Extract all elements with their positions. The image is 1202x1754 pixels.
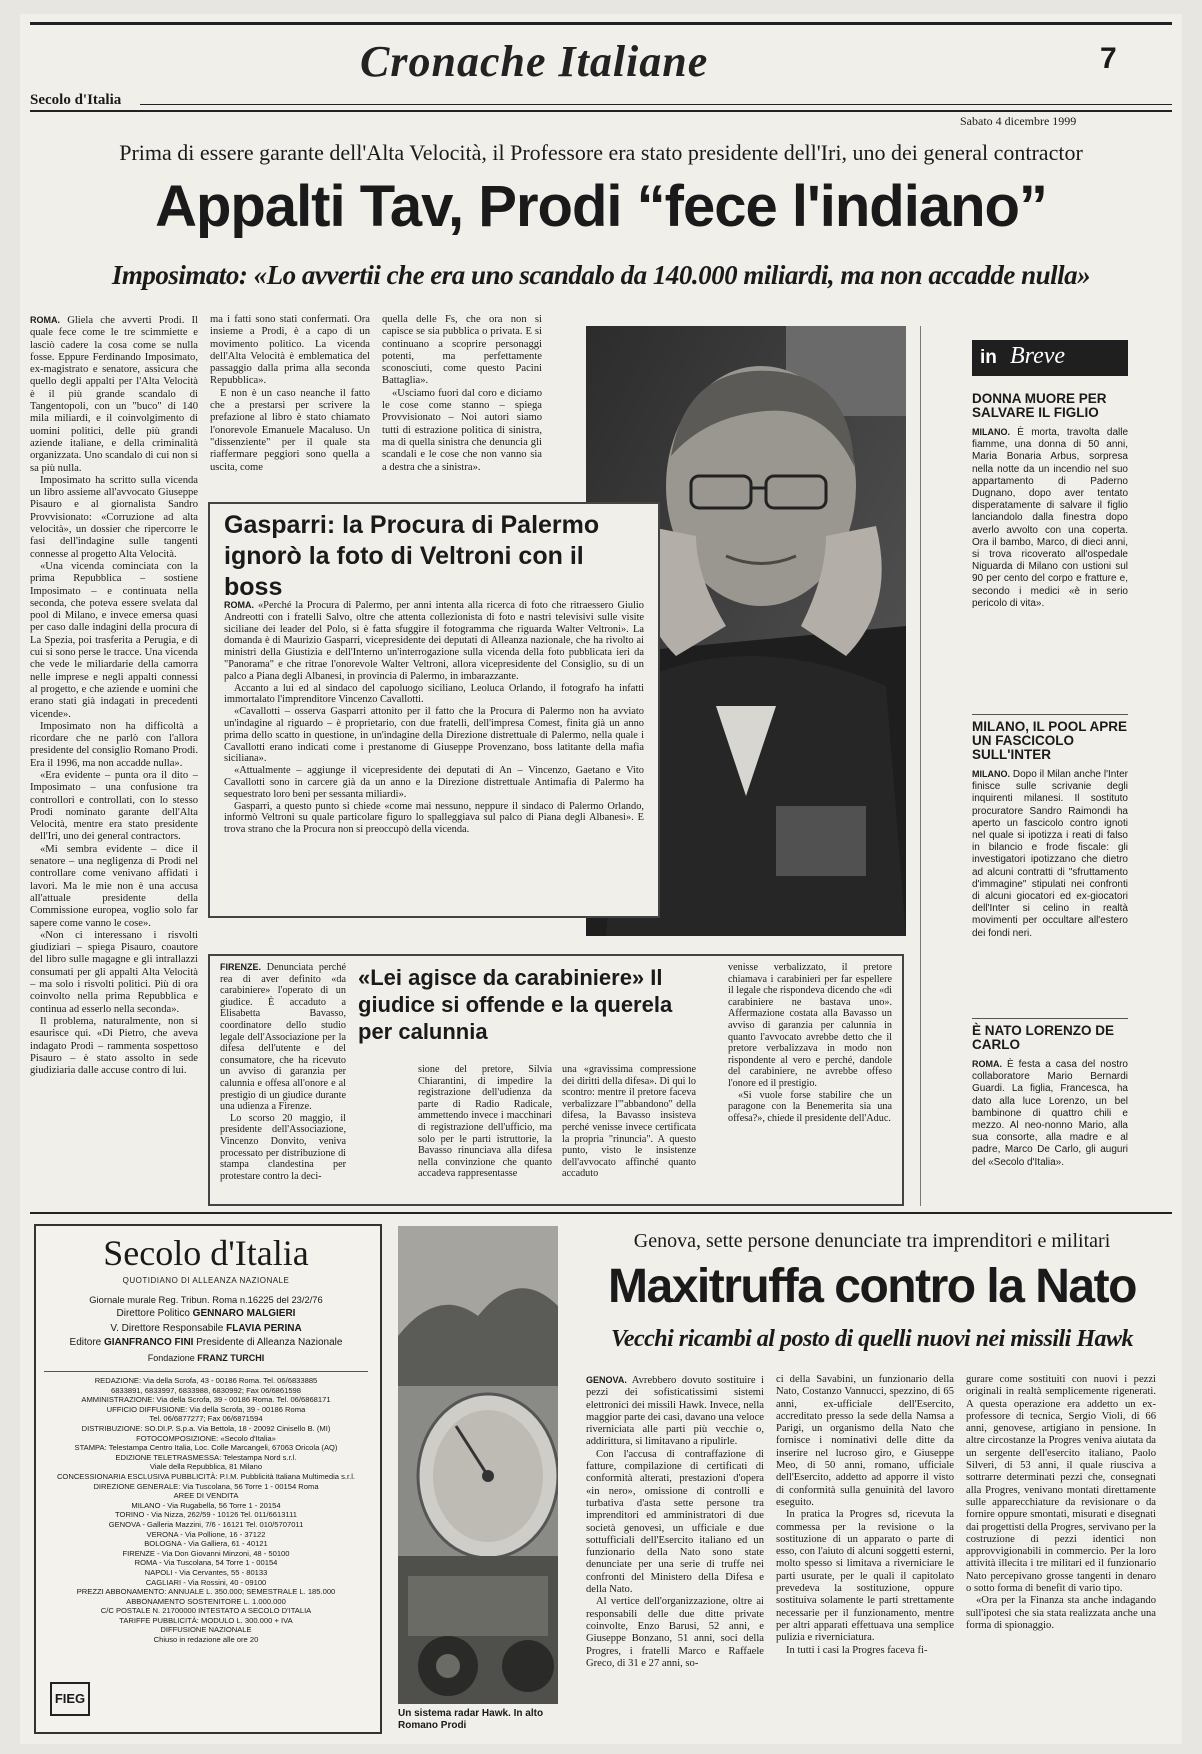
carabiniere-col-2	[418, 1064, 552, 1196]
in-breve-banner	[972, 340, 1128, 376]
carabiniere-col-4	[728, 962, 892, 1196]
gasparri-headline: Gasparri: la Procura di Palermo ignorò la foto di Veltroni con il boss	[224, 511, 600, 601]
gasparri-p: Accanto a lui ed al sindaco del capoluogo siciliano, Leoluca Orlando, il fotografo ha infatti immortalato l'imprenditore Vincenzo Cavallotti.	[224, 682, 644, 706]
masthead-info-line: GENOVA - Galleria Mazzini, 7/6 - 16121 Tel. 010/5707011	[108, 1519, 304, 1529]
nato-p: GENOVA. Avrebbero dovuto sostituire i pezzi dei sofisticatissimi sistemi elettronici dei missili Hawk. Invece, nella maggior parte dei casi, davano una veloce riverniciata alle parti più vecchie o, addirittura, si limitavano a ripulirle.	[586, 1375, 764, 1448]
carabiniere-p: FIRENZE. Denunciata perché rea di aver definito «da carabiniere» l'operato di un giudice. È accaduto a Elisabetta Bavasso, coordinatore dello studio legale dell'Associazione per la difesa dell'utente e del consumatore, che ha ricevuto un avviso di garanzia per calunnia e offesa all'onore e al prestigio di un giudice durante una udienza a Firenze.	[220, 962, 346, 1113]
masthead-info-line: CONCESSIONARIA ESCLUSIVA PUBBLICITÀ: P.I.M. Pubblicità Italiana Multimedia s.r.l.	[56, 1471, 356, 1481]
header-mid-rule	[140, 104, 1172, 105]
bottom-section-rule	[30, 1212, 1172, 1214]
masthead-info-line: Chiuso in redazione alle ore 20	[153, 1635, 259, 1645]
nato-col-2	[776, 1374, 954, 1734]
gasparri-dateline: ROMA.	[224, 600, 254, 610]
nato-col-3	[966, 1374, 1156, 1734]
in-breve-label-breve: Breve	[1010, 343, 1066, 369]
nato-col-1	[586, 1374, 764, 1734]
masthead-info-line: EDIZIONE TELETRASMESSA: Telestampa Nord s.r.l.	[115, 1452, 297, 1462]
masthead-info-line: TARIFFE PUBBLICITÀ: MODULO L. 300.000 + IVA	[119, 1615, 293, 1625]
carabiniere-col-3	[562, 1064, 696, 1196]
lead-col3-p: «Usciamo fuori dal coro e diciamo le cose come stanno – spiega Provvisionato – Noi autori siamo tutti di estrazione politica di sinistra, ma di quella sinistra che denuncia gli scandali e le cose che non vanno sia a destra che a sinistra».	[382, 387, 542, 473]
masthead-subtitle: QUOTIDIANO DI ALLEANZA NAZIONALE	[122, 1276, 290, 1285]
masthead-foundation-row: Fondazione FRANZ TURCHI	[147, 1352, 265, 1363]
brevi-item-3	[972, 1024, 1128, 1216]
masthead-info-line: Viale della Repubblica, 81 Milano	[149, 1462, 263, 1472]
radar-image	[398, 1226, 558, 1704]
lead-col1-p: Imposimato ha scritto sulla vicenda un libro assieme all'avvocato Giuseppe Pisauro e al giornalista Sandro Provvisionato: «Corruzione ad alta velocità», un dossier che ripercorre le fasi dell'indagine sulle tangenti connesse al progetto Alta Velocità.	[30, 474, 198, 560]
carabiniere-col-1	[220, 962, 346, 1196]
lead-subhead: Imposimato: «Lo avvertii che era uno scandalo da 140.000 miliardi, ma non accadde nulla»	[111, 260, 1091, 290]
nato-p: «Ora per la Finanza sta anche indagando sull'ipotesi che sia stata realizzata anche una forma di spionaggio.	[966, 1595, 1156, 1631]
carabiniere-p: sione del pretore, Silvia Chiarantini, di impedire la registrazione dell'udienza da parte di Radio Radicale, ammettendo invece i macchinari di registrazione dell'ufficio, ma solo per le parti istruttorie, la Bavasso rinunciava alla difesa nella convinzione che quanto accadeva rappresentasse	[418, 1064, 552, 1180]
brevi-item-text: ROMA. È festa a casa del nostro collaboratore Mario Bernardi Guardi. La figlia, Francesca, ha dato alla luce Lorenzo, un bel bambinone di quattro chili e mezzo. Al neo-nonno Mario, alla sua consorte, alla madre e al padre, Marco De Carlo, gli auguri del «Secolo d'Italia».	[972, 1059, 1128, 1168]
fieg-logo: FIEG	[50, 1682, 90, 1716]
section-title	[360, 36, 820, 100]
masthead-info-line: AREE DI VENDITA	[173, 1491, 239, 1501]
lead-col1-p: «Era evidente – punta ora il dito – Imposimato – una confusione tra controllori e controllati, con lo stesso Prodi nominato garante dell'Alta Velocità, mentre era stato presidente dell'Iri, uno dei general contractors.	[30, 769, 198, 843]
nato-subhead: Vecchi ricambi al posto di quelli nuovi nei missili Hawk	[610, 1326, 1134, 1352]
masthead-info-line: Tel. 06/6877277; Fax 06/6871594	[149, 1414, 263, 1424]
masthead-info-line: C/C POSTALE N. 21700000 INTESTATO A SECOLO D'ITALIA	[100, 1606, 312, 1616]
gasparri-p: Gasparri, a questo punto si chiede «come mai nessuno, neppure il sindaco di Palermo Orlando, informò Veltroni su quale particolare figuro lo spalleggiava sul palco di Piana degli Albanesi». E trova strano che la Procura non si preoccupò della vicenda.	[224, 800, 644, 836]
sidebar-divider	[920, 326, 921, 1206]
lead-column-2	[210, 314, 370, 494]
lead-headline: Appalti Tav, Prodi “fece l'indiano”	[155, 174, 1047, 239]
lead-kicker: Prima di essere garante dell'Alta Velocità, il Professore era stato presidente dell'Iri, uno dei general contractor	[119, 140, 1083, 165]
gasparri-p: ROMA. «Perché la Procura di Palermo, per anni intenta alla ricerca di foto che ritraessero Giulio Andreotti con i fratelli Salvo, oltre che attenta collezionista di foto e nastri televisivi sulle visite siciliane dei leader del Polo, si è fatta sfuggire il fotogramma che riguarda Walter Veltroni». La domanda è di Maurizio Gasparri, vicepresidente dei deputati di Alleanza nazionale, che ha rivolto ai ministri della Giustizia e dell'Interno un'interrogazione sulla vicenda della foto pubblicata ieri da "Panorama" e che ritrae l'onorevole Walter Veltroni, allora vicepresidente del Consiglio, su di un palco a Piana degli Albanesi, in provincia di Palermo, in imbarazzante.	[224, 600, 644, 682]
brevi-item-text: MILANO. È morta, travolta dalle fiamme, una donna di 50 anni, Maria Bonaria Arbus, sorpresa nella notte da un incendio nel suo appartamento di Paderno Dugnano, dopo aver tentato disperatamente di salvare il figlio lanciandolo dalla finestra dopo averlo avvolto con una coperta. Ora il bambo, Marco, di dieci anni, si trova ricoverato all'ospedale Niguarda di Milano con ustioni sul 90 per cento del corpo e fratture e, secondo i medici «è in serio pericolo di vita».	[972, 427, 1128, 609]
brevi-separator	[972, 714, 1128, 715]
in-breve-label-in: in	[980, 347, 997, 368]
brevi-item-title: DONNA MUORE PER SALVARE IL FIGLIO	[972, 391, 1107, 420]
brevi-separator	[972, 1018, 1128, 1019]
carabiniere-dateline: FIRENZE.	[220, 962, 262, 972]
nato-headline: Maxitruffa contro la Nato	[608, 1260, 1136, 1313]
masthead-info-line: AMMINISTRAZIONE: Via della Scrofa, 39 - 00186 Roma. Tel. 06/6868171	[81, 1395, 331, 1405]
masthead-info-line: ROMA - Via Tuscolana, 54 Torre 1 - 00154	[134, 1558, 278, 1568]
lead-col1-p: ROMA. Gliela che avverti Prodi. Il quale fece come le tre scimmiette e lasciò cadere la cosa come se nulla fosse. Eppure Ferdinando Imposimato, ex-magistrato e senatore, assicura che quello degli appalti per l'Alta Velocità è il più grande scandalo di Tangentopoli, con un "buco" di 140 mila miliardi, e il coinvolgimento di uomini politici, delle più grandi aziende italiane, e della criminalità organizzata. Uno scandalo di cui non si sa più nulla.	[30, 315, 198, 474]
carabiniere-p: venisse verbalizzato, il pretore chiamava i carabinieri per far espellere il legale che rispondeva dicendo che «di carabiniere ne bastava uno». Affermazione costata alla Bavasso un avviso di garanzia per calunnia in quanto l'avvocato avrebbe detto che il pretore verbalizzava in modo non rispondente al vero e perché, dandole del carabiniere, ne avrebbe offeso l'onore ed il prestigio.	[728, 962, 892, 1089]
nato-p: In pratica la Progres sd, ricevuta la commessa per la revisione o la sostituzione di un apparato o parte di esso, con l'aiuto di alcuni soggetti esterni, molto spesso si limitava a riverniciare le parti usurate, per le quali il capitolato prevedeva la sostituzione, oppure sostituiva solamente le parti strettamente necessarie per il funzionamento, mentre per altri apparati effettuava una semplice pulizia e riverniciatura.	[776, 1509, 954, 1644]
lead-col1-p: «Una vicenda cominciata con la prima Repubblica – sostiene Imposimato – e continuata nella seconda, che poteva essere svelata dal pool di Milano, e invece emersa quasi per caso dalle indagini della procura di La Spezia, poi trasferita a Perugia, e di cui si sono perse le tracce. Una vicenda che vede le miliardarie della camorra nelle imprese e negli appalti connessi al progetto, e che aziende e uomini che erano stati già indagati in precedenti vicende».	[30, 560, 198, 720]
nato-p: In tutti i casi la Progres faceva fi-	[786, 1644, 928, 1656]
lead-col1-p: «Non ci interessano i risvolti giudiziari – spiega Pisauro, coautore del libro sulle magagne e gli intrallazzi consumati per gli appalti Alta Velocità – ma solo i risvolti politici. Più di ora coinvolto nella prima Repubblica e continua ad esserlo nella seconda».	[30, 929, 198, 1015]
masthead-info-line: FIRENZE - Via Don Giovanni Minzoni, 48 - 50100	[122, 1548, 290, 1558]
publication-name: Secolo d'Italia	[30, 92, 122, 108]
masthead-info-line: VERONA - Via Pollione, 16 - 37122	[146, 1529, 266, 1539]
masthead-director-row: Direttore Politico GENNARO MALGIERI	[116, 1308, 296, 1320]
masthead-info-line: CAGLIARI - Via Rossini, 40 - 09100	[145, 1577, 267, 1587]
masthead-info-line: NAPOLI - Via Cervantes, 55 - 80133	[144, 1567, 268, 1577]
masthead-info-line: DISTRIBUZIONE: SO.DI.P. S.p.a. Via Bettola, 18 - 20092 Cinisello B. (MI)	[81, 1424, 331, 1433]
gasparri-p: «Cavallotti – osserva Gasparri attonito per il fatto che la Procura di Palermo non ha avviato un'indagine al riguardo – è proprietario, con due fratelli, dell'impresa Comest, finita già un anno prima dello scatto in questione, in un'indagine della Direzione distrettuale di Palermo, nella quale i Cavallotti erano indicati come i prestanome di Giuseppe Provenzano, boss latitante della mafia siciliana».	[224, 706, 644, 765]
gasparri-body	[224, 600, 644, 906]
masthead-info-line: DIREZIONE GENERALE: Via Tuscolana, 56 Torre 1 - 00154 Roma	[93, 1481, 319, 1491]
masthead-info-line: FOTOCOMPOSIZIONE: «Secolo d'Italia»	[136, 1433, 276, 1443]
brevi-item-text: MILANO. Dopo il Milan anche l'Inter finisce sulle scrivanie degli inquirenti milanesi. Il sostituto procuratore Sandro Raimondi ha aperto un fascicolo contro ignoti nel quale si ipotizza i reati di falso in bilancio e frode fiscale: gli investigatori ipotizzano che dietro ad alcuni contratti di "sfruttamento d'immagine" stipulati nei confronti di alcuni giocatori ed ex-giocatori dell'Inter si celino in realtà movimenti per occultare all'estero dei fondi neri.	[972, 769, 1128, 939]
masthead-info-line: DIFFUSIONE NAZIONALE	[160, 1625, 252, 1635]
lead-col1-p: Il problema, naturalmente, non si esaurisce qui. «Di Pietro, che aveva indagato Prodi – rammenta sospettoso Pisauro – è stato assolto in sede giudiziaria dalle accuse contro di lui.	[30, 1015, 198, 1077]
lead-column-1	[30, 314, 198, 1194]
masthead-info-line: TORINO - Via Nizza, 262/59 - 10126 Tel. 011/6613111	[115, 1510, 297, 1520]
lead-col2-p: ma i fatti sono stati confermati. Ora insieme a Prodi, è a capo di un movimento politico. La vicenda dell'Alta Velocità è emblematica del passaggio dalla prima alla seconda Repubblica».	[210, 314, 370, 387]
carabiniere-p: «Si vuole forse stabilire che un paragone con la Benemerita sia una offesa?», chiede il presidente dell'Aduc.	[728, 1089, 892, 1124]
nato-p: gurare come sostituiti con nuovi i pezzi originali in realtà semplicemente rigenerati. A questa operazione era addetto un ex-professore di tecnica, Sergio Violi, di 66 anni, genovese, artigiano in pensione. In altre circostanze la Progres veniva aiutata da un sergente dell'esercito italiano, Paolo Silveri, di 53 anni, il quale riusciva a sottrarre determinati pezzi che, consegnati alla Progres, venivano montati direttamente sulle apparecchiature da revisionare o da fornire oppure smontati, misurati e disegnati dai progettisti della Progres, servivano per la costruzione di pezzi identici non approvvigionabili in commercio. Per la loro attività illecita i tre militari ed il funzionario Nato percepivano grosse tangenti in denaro o sotto forma di benefit di vario tipo.	[966, 1374, 1156, 1595]
masthead-vice-row: V. Direttore Responsabile FLAVIA PERINA	[110, 1322, 302, 1334]
brevi-item-title: È NATO LORENZO DE CARLO	[972, 1023, 1115, 1052]
nato-kicker: Genova, sette persone denunciate tra imprenditori e militari	[633, 1230, 1111, 1252]
nato-p: Con l'accusa di contraffazione di fatture, compilazione di certificati di conformità alterati, prestazioni d'opera «in nero», omissione di controlli e turbativa d'asta sette persone tra imprenditori ed amministratori di due società genovesi, un ufficiale e due sottufficiali dell'Esercito italiano ed un funzionario della Nato sono state denunciate per una serie di truffe nei confronti del Ministero della Difesa e della Nato.	[586, 1448, 764, 1596]
carabiniere-p: una «gravissima compressione dei diritti della difesa». Di qui lo scontro: mentre il pretore faceva verbalizzare l'"abbandono" della difesa, la Bavasso insisteva perché venisse invece certificata la propria "rinuncia". A questo punto, visto le insistenze dell'avvocato affinché quanto accaduto	[562, 1064, 696, 1180]
masthead-info-line: MILANO - Via Rugabella, 56 Torre 1 - 20154	[131, 1500, 281, 1510]
header-bottom-rule	[30, 110, 1172, 112]
nato-p: Al vertice dell'organizzazione, oltre ai responsabili delle due ditte private coinvolte, Enzo Barusi, 52 anni, e Giuseppe Bonzano, 51 anni, soci della Progres, i fratelli Marco e Raffaele Greco, di 31 e 27 anni, so-	[586, 1596, 764, 1669]
page-number: 7	[1100, 42, 1117, 75]
brevi-item-2	[972, 720, 1128, 1012]
radar-photo	[398, 1226, 558, 1704]
masthead-info-line: STAMPA: Telestampa Centro Italia, Loc. Colle Marcangeli, 67063 Oricola (AQ)	[74, 1443, 338, 1453]
masthead-info-line: PREZZI ABBONAMENTO: ANNUALE L. 350.000; SEMESTRALE L. 185.000	[76, 1587, 336, 1597]
masthead-info-line: ABBONAMENTO SOSTENITORE L. 1.000.000	[126, 1596, 286, 1606]
masthead-info-line: UFFICIO DIFFUSIONE: Via della Scrofa, 39 - 00186 Roma	[106, 1404, 306, 1414]
nato-p: ci della Savabini, un funzionario della Nato, Costanzo Vannucci, spezzino, di 65 anni, ex-ufficiale dell'Esercito, accreditato presso la sede della Namsa a Parigi, un organismo della Nato che fornisce i nominativi delle ditte da inserire nel lucroso giro, e Giuseppe Meo, di 50 anni, romano, ufficiale dell'Esercito, addetto ad apporre il visto di conformità sulla genuinità del lavoro eseguito.	[776, 1374, 954, 1508]
carabiniere-headline: «Lei agisce da carabiniere» Il giudice si offende e la querela per calunnia	[358, 965, 673, 1044]
masthead-info-line: 6833891, 6833997, 6833988, 6830992; Fax 06/6861598	[110, 1385, 302, 1395]
masthead-info	[34, 1376, 378, 1645]
masthead-info-line: BOLOGNA - Via Galliera, 61 - 40121	[144, 1539, 268, 1549]
masthead-title: Secolo d'Italia	[103, 1233, 309, 1273]
newspaper-page	[20, 14, 1182, 1744]
masthead-editor-row: Editore GIANFRANCO FINI Presidente di Alleanza Nazionale	[69, 1337, 343, 1349]
brevi-item-title: MILANO, IL POOL APRE UN FASCICOLO SULL'INTER	[972, 719, 1128, 762]
lead-column-3	[382, 314, 542, 494]
issue-date: Sabato 4 dicembre 1999	[960, 114, 1077, 128]
lead-col1-p: «Mi sembra evidente – dice il senatore – una negligenza di Prodi nel controllare come venivano affidati i lavori. Ma le mie non è una accusa all'attuale presidente della Commissione europea, voglio solo far sapere come vanno le cose».	[30, 843, 198, 929]
brevi-item-1	[972, 392, 1128, 688]
lead-col2-p: E non è un caso neanche il fatto che a prestarsi per scrivere la prefazione al libro è stato chiamato l'onorevole Emanuele Macaluso. Un "dissenziente" per il quale sta riaffermare peggiori sono quella a uscita, come	[210, 387, 370, 473]
nato-dateline: GENOVA.	[586, 1375, 627, 1385]
carabiniere-p: Lo scorso 20 maggio, il presidente dell'Associazione, Vincenzo Donvito, veniva processato per distribuzione di stampa clandestina per protestare contro la deci-	[220, 1112, 346, 1182]
masthead-registration: Giornale murale Reg. Tribun. Roma n.16225 del 23/2/76	[89, 1294, 323, 1305]
masthead-info-line: REDAZIONE: Via della Scrofa, 43 - 00186 Roma. Tel. 06/6833885	[94, 1376, 318, 1386]
lead-dateline: ROMA.	[30, 315, 60, 325]
section-title-text: Cronache Italiane	[360, 37, 709, 86]
header-top-rule	[30, 22, 1172, 25]
lead-col3-p: quella delle Fs, che ora non si capisce se sia pubblica o privata. E si continuano a scoprire personaggi potenti, ma perfettamente sconosciuti, come questo Pacini Battaglia».	[382, 314, 542, 387]
lead-col1-p: Imposimato non ha difficoltà a ricordare che ne parlò con l'allora presidente del consiglio Romano Prodi. Era il 1996, ma non accadde nulla».	[30, 720, 198, 769]
gasparri-p: «Attualmente – aggiunge il vicepresidente dei deputati di An – Vincenzo, Gaetano e Vito Cavallotti sono in carcere già da un anno e la Direzione distrettuale Antimafia di Palermo ha sequestrato loro beni per sessanta miliardi».	[224, 765, 644, 800]
radar-caption: Un sistema radar Hawk. In alto Romano Prodi	[398, 1708, 544, 1731]
